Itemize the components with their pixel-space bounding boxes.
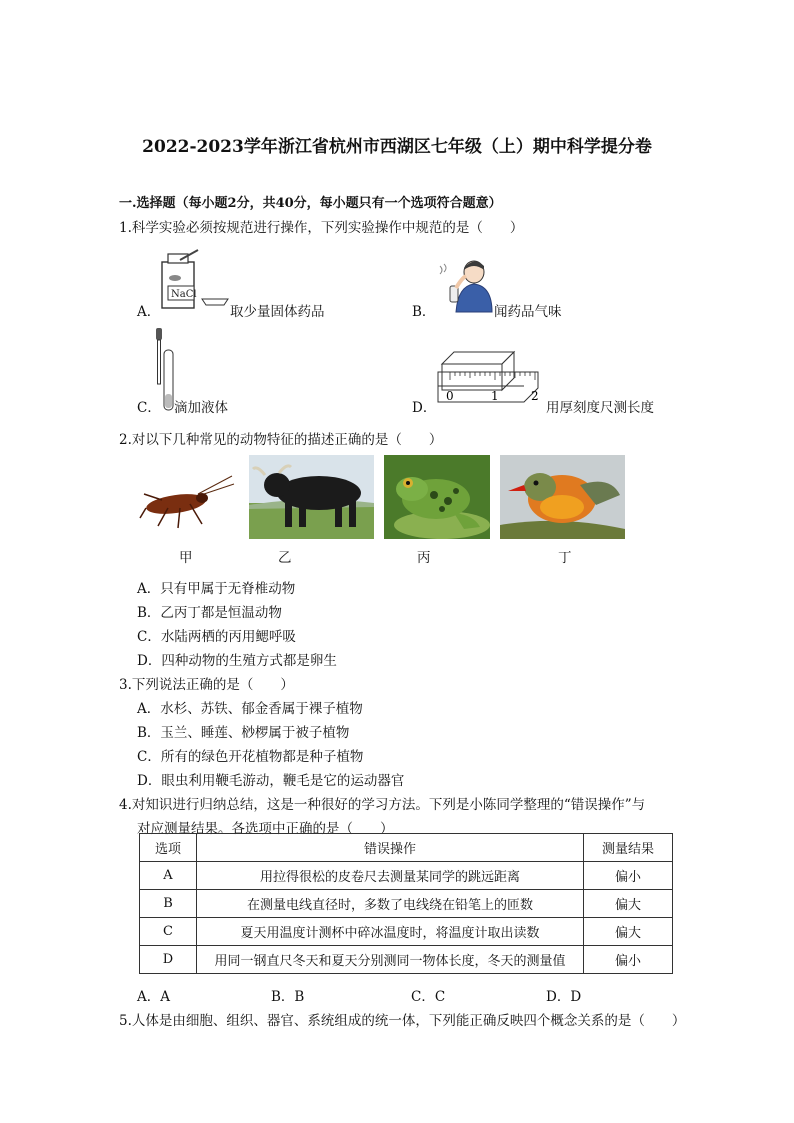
table-cell: 偏小 xyxy=(584,946,673,974)
bull-photo xyxy=(249,455,374,539)
q4-option-d: D．D xyxy=(546,989,582,1005)
table-row xyxy=(140,862,673,890)
table-row xyxy=(140,918,673,946)
table-cell: 用拉得很松的皮卷尺去测量某同学的跳远距离 xyxy=(197,862,584,890)
question-3-stem: 3.下列说法正确的是（ ） xyxy=(119,677,294,693)
table-cell: 用同一钢直尺冬天和夏天分别测同一物体长度，冬天的测量值 xyxy=(197,946,584,974)
q4-option-a: A．A xyxy=(137,989,170,1005)
question-2-stem: 2.对以下几种常见的动物特征的描述正确的是（ ） xyxy=(119,432,443,448)
caption-yi: 乙 xyxy=(278,550,292,566)
q3-option-b: B．玉兰、睡莲、桫椤属于被子植物 xyxy=(137,725,350,741)
ruler-tick-0: 0 xyxy=(446,389,454,403)
bird-photo xyxy=(500,455,625,539)
table-row xyxy=(140,890,673,918)
q1-option-c-letter: C． xyxy=(137,400,161,416)
header-result: 测量结果 xyxy=(584,834,673,862)
table-cell: 在测量电线直径时，多数了电线绕在铅笔上的匝数 xyxy=(197,890,584,918)
q2-option-d: D．四种动物的生殖方式都是卵生 xyxy=(137,653,337,669)
question-4-stem-line2: 对应测量结果。各选项中正确的是（ ） xyxy=(137,821,394,837)
reagent-bottle-illustration xyxy=(158,250,230,312)
caption-jia: 甲 xyxy=(179,550,193,566)
page-title: 2022-2023学年浙江省杭州市西湖区七年级（上）期中科学提分卷 xyxy=(142,137,652,157)
q4-option-c: C．C xyxy=(411,989,446,1005)
q1-option-d-text: 用厚刻度尺测长度 xyxy=(546,400,654,416)
question-1-stem: 1.科学实验必须按规范进行操作，下列实验操作中规范的是（ ） xyxy=(119,220,524,236)
question-5-stem: 5.人体是由细胞、组织、器官、系统组成的统一体，下列能正确反映四个概念关系的是（ ） xyxy=(119,1013,686,1029)
q1-option-a-letter: A． xyxy=(137,304,161,320)
q1-option-a-text: 取少量固体药品 xyxy=(230,304,325,320)
ruler-tick-1: 1 xyxy=(491,389,499,403)
q2-option-c: C．水陆两栖的丙用鳃呼吸 xyxy=(137,629,296,645)
person-smelling-illustration xyxy=(438,254,494,312)
thick-ruler-illustration xyxy=(438,350,546,406)
q1-option-b-letter: B． xyxy=(412,304,436,320)
cockroach-image xyxy=(138,474,234,534)
measurement-table xyxy=(139,833,673,974)
table-row xyxy=(140,946,673,974)
question-4-stem-line1: 4.对知识进行归纳总结，这是一种很好的学习方法。下列是小陈同学整理的“错误操作”与 xyxy=(119,797,646,813)
table-cell: 偏小 xyxy=(584,862,673,890)
table-cell: 偏大 xyxy=(584,890,673,918)
q3-option-c: C．所有的绿色开花植物都是种子植物 xyxy=(137,749,364,765)
caption-ding: 丁 xyxy=(558,550,572,566)
table-cell: D xyxy=(140,946,197,974)
header-operation: 错误操作 xyxy=(197,834,584,862)
q1-option-c-text: 滴加液体 xyxy=(174,400,228,416)
frog-photo xyxy=(384,455,490,539)
section-heading: 一.选择题（每小题2分，共40分，每小题只有一个选项符合题意） xyxy=(119,196,502,211)
table-cell: 偏大 xyxy=(584,918,673,946)
table-cell: C xyxy=(140,918,197,946)
bottle-label: NaCl xyxy=(171,289,197,300)
caption-bing: 丙 xyxy=(417,550,431,566)
table-header-row xyxy=(140,834,673,862)
q4-option-b: B．B xyxy=(271,989,305,1005)
q2-option-a: A．只有甲属于无脊椎动物 xyxy=(137,581,296,597)
ruler-tick-2: 2 xyxy=(531,389,539,403)
table-cell: A xyxy=(140,862,197,890)
q3-option-d: D．眼虫利用鞭毛游动，鞭毛是它的运动器官 xyxy=(137,773,405,789)
q1-option-d-letter: D． xyxy=(412,400,437,416)
table-cell: 夏天用温度计测杯中碎冰温度时，将温度计取出读数 xyxy=(197,918,584,946)
q2-option-b: B．乙丙丁都是恒温动物 xyxy=(137,605,282,621)
q3-option-a: A．水杉、苏铁、郁金香属于裸子植物 xyxy=(137,701,363,717)
table-cell: B xyxy=(140,890,197,918)
q1-option-b-text: 闻药品气味 xyxy=(494,304,562,320)
header-option: 选项 xyxy=(140,834,197,862)
